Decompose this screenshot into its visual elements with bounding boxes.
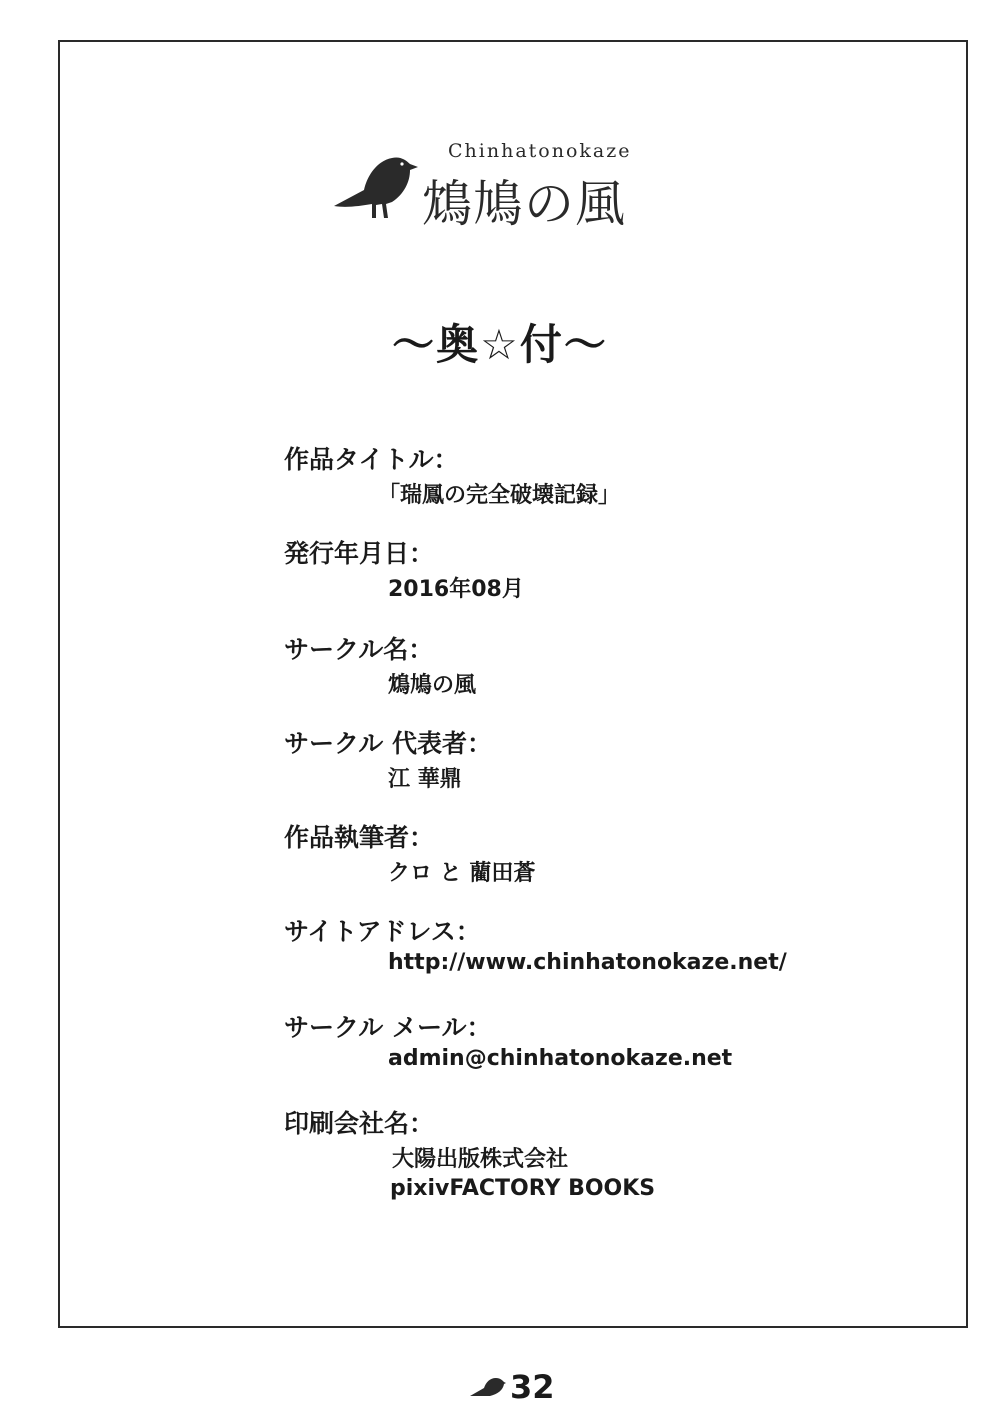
bird-icon [470, 1376, 506, 1398]
printer-value-1: 大陽出版株式会社 [392, 1147, 569, 1172]
title-label: 作品タイトル： [284, 445, 459, 474]
circle-name-label: サークル名： [284, 635, 434, 664]
logo-name: 鴆鳩の風 [422, 175, 626, 233]
authors-label: 作品執筆者： [284, 823, 435, 852]
authors-value: クロ と 藺田蒼 [388, 861, 536, 886]
representative-label: サークル 代表者： [284, 729, 492, 758]
circle-mail-label: サークル メール： [284, 1013, 492, 1042]
site-address-label: サイトアドレス： [284, 917, 481, 946]
page-footer [470, 1368, 570, 1408]
page-number: 32 [510, 1368, 555, 1406]
logo-romaji: Chinhatonokaze [448, 140, 632, 162]
printer-value-2: pixivFACTORY BOOKS [390, 1176, 656, 1201]
circle-name-value: 鴆鳩の風 [388, 673, 477, 698]
publish-date-label: 発行年月日： [284, 539, 435, 568]
printer-label: 印刷会社名： [284, 1109, 435, 1138]
bird-icon [330, 146, 418, 222]
circle-mail-link[interactable]: admin@chinhatonokaze.net [388, 1046, 733, 1071]
circle-logo [330, 140, 660, 233]
representative-value: 江 華鼎 [388, 767, 462, 792]
colophon-heading: ～奥☆付～ [392, 320, 608, 369]
title-value: 「瑞鳳の完全破壊記録」 [378, 483, 621, 508]
publish-date-value: 2016年08月 [388, 577, 524, 602]
site-address-link[interactable]: http://www.chinhatonokaze.net/ [388, 950, 787, 975]
